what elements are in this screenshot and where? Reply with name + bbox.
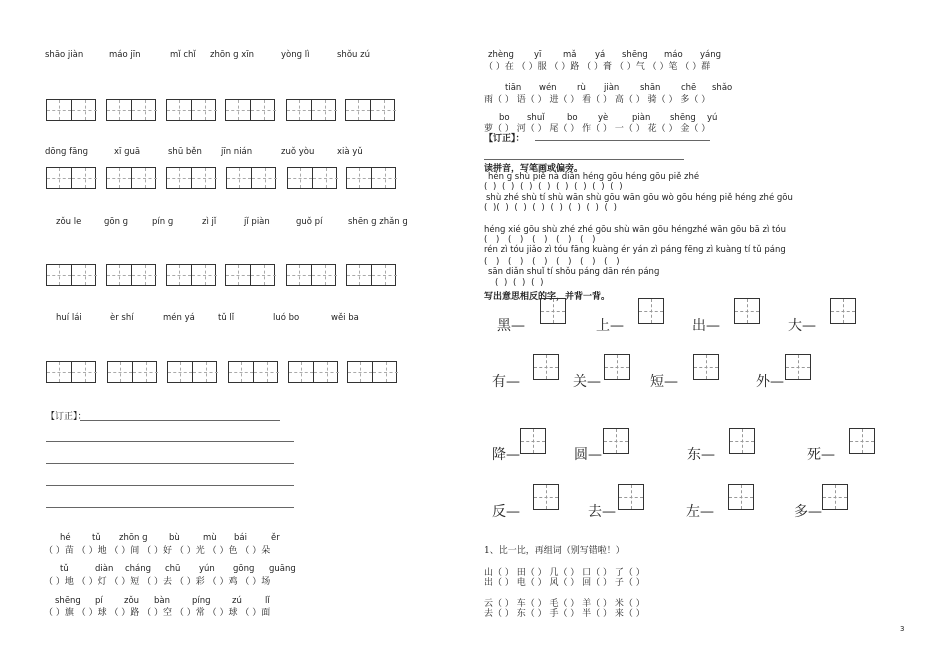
opposite-prompt: 关— xyxy=(573,374,601,390)
pinyin: pín ɡ xyxy=(152,217,174,227)
pinyin: huí lái xyxy=(56,313,82,323)
writing-box[interactable] xyxy=(288,361,338,383)
writing-box[interactable] xyxy=(106,264,156,286)
writing-box[interactable] xyxy=(287,167,337,189)
pinyin: piàn xyxy=(632,113,651,123)
answer-square[interactable] xyxy=(693,354,719,380)
writing-box[interactable] xyxy=(46,167,96,189)
compare-row[interactable]: 去（ ） 东（ ） 手（ ） 半（ ） 来（ ） xyxy=(484,609,645,619)
fill-blank-row[interactable]: （ ）在 （ ）服 （ ）路 （ ）膏 （ ）气 （ ）笔 （ ）群 xyxy=(484,62,711,72)
pinyin: pí xyxy=(95,596,103,606)
writing-box[interactable] xyxy=(225,99,275,121)
fill-blank-row[interactable]: （ ）地 （ ）灯 （ ）短 （ ）去 （ ）彩 （ ）鸡 （ ）场 xyxy=(44,577,271,587)
correction-label: 【订正】： xyxy=(484,134,525,144)
pinyin: zhōn ɡ xyxy=(119,533,148,543)
writing-box[interactable] xyxy=(46,264,96,286)
opposite-prompt: 死— xyxy=(807,447,835,463)
pinyin: mǎ xyxy=(563,50,577,60)
pinyin: zuǒ yòu xyxy=(281,147,315,157)
pinyin: mǐ chǐ xyxy=(170,50,196,60)
opposite-prompt: 去— xyxy=(588,504,616,520)
page-number: 3 xyxy=(900,625,905,633)
pinyin: dōnɡ fānɡ xyxy=(45,147,89,157)
opposite-prompt: 多— xyxy=(794,504,822,520)
pinyin: ěr xyxy=(271,533,280,543)
pinyin: yònɡ lì xyxy=(281,50,310,60)
correction-line[interactable] xyxy=(80,420,280,421)
pinyin: tǔ xyxy=(60,564,69,574)
pinyin: shǒu zú xyxy=(337,50,370,60)
pinyin: mù xyxy=(203,533,217,543)
answer-square[interactable] xyxy=(822,484,848,510)
pinyin: chánɡ xyxy=(125,564,152,574)
section-title: 写出意思相反的字，并背一背。 xyxy=(484,292,611,302)
pinyin: zǒu xyxy=(124,596,140,606)
pinyin: zhōn ɡ xīn xyxy=(210,50,255,60)
opposite-prompt: 黑— xyxy=(497,318,525,334)
pinyin: máo jīn xyxy=(109,50,141,60)
writing-box[interactable] xyxy=(46,99,96,121)
writing-box[interactable] xyxy=(107,361,157,383)
correction-line[interactable] xyxy=(46,463,294,464)
opposite-prompt: 圆— xyxy=(574,447,602,463)
opposite-prompt: 出— xyxy=(692,318,720,334)
pinyin: rù xyxy=(577,83,586,93)
opposite-prompt: 左— xyxy=(686,504,714,520)
pinyin: shēnɡ xyxy=(670,113,696,123)
pinyin: bo xyxy=(567,113,578,123)
writing-box[interactable] xyxy=(46,361,96,383)
pinyin-row: shù zhé shù tí shù wān shù ɡōu wān ɡōu wò ɡōu hénɡ piě hénɡ zhé ɡōu xyxy=(486,193,793,203)
pinyin-row: hénɡ xié ɡōu shù zhé zhé ɡōu shù wān ɡōu hénɡzhé wān ɡōu bā zì tóu xyxy=(484,225,786,235)
writing-box[interactable] xyxy=(166,99,216,121)
fill-blank-row[interactable]: 萝（ ） 河（ ） 尾（ ） 作（ ） 一（ ） 花（ ） 金（ ） xyxy=(484,124,711,134)
pinyin: wěi ba xyxy=(331,313,359,323)
pinyin: yá xyxy=(595,50,606,60)
pinyin: yè xyxy=(598,113,609,123)
answer-square[interactable] xyxy=(603,428,629,454)
correction-line[interactable] xyxy=(46,441,294,442)
pinyin: zhènɡ xyxy=(488,50,514,60)
pinyin: bàn xyxy=(154,596,170,606)
pinyin: xià yǔ xyxy=(337,147,363,157)
section-title: 1、比一比，再组词（别写错啦！） xyxy=(484,546,625,556)
answer-blanks[interactable]: ( )( ) ( ) ( ) ( ) ( ) ( ) ( ) xyxy=(484,203,617,213)
fill-blank-row[interactable]: （ ）旗 （ ）球 （ ）路 （ ）空 （ ）常 （ ）球 （ ）面 xyxy=(44,608,271,618)
pinyin: zì jǐ xyxy=(202,217,217,227)
pinyin: chē xyxy=(681,83,697,93)
answer-square[interactable] xyxy=(734,298,760,324)
writing-box[interactable] xyxy=(346,264,396,286)
compare-row[interactable]: 山（ ） 田（ ） 几（ ） 口（ ） 了（ ） xyxy=(484,568,645,578)
section-divider xyxy=(484,159,684,160)
writing-box[interactable] xyxy=(166,264,216,286)
answer-blanks[interactable]: ( ) ( ) ( ) ( ) ( ) ( ) xyxy=(484,257,620,267)
writing-box[interactable] xyxy=(226,167,276,189)
correction-line[interactable] xyxy=(46,485,294,486)
answer-square[interactable] xyxy=(785,354,811,380)
pinyin: yánɡ xyxy=(700,50,722,60)
answer-square[interactable] xyxy=(533,484,559,510)
writing-box[interactable] xyxy=(286,99,336,121)
opposite-prompt: 大— xyxy=(788,318,816,334)
compare-row[interactable]: 出（ ） 电（ ） 风（ ） 回（ ） 子（ ） xyxy=(484,578,645,588)
answer-blanks[interactable]: ( ) ( ) ( ) ( ) ( ) ( ) ( ) ( ) xyxy=(484,182,623,192)
pinyin: mén yá xyxy=(163,313,195,323)
writing-box[interactable] xyxy=(345,99,395,121)
pinyin: hé xyxy=(60,533,71,543)
fill-blank-row[interactable]: 雨（ ） 语（ ） 进（ ） 看（ ） 高（ ） 骑（ ） 多（ ） xyxy=(484,95,711,105)
pinyin: zǒu le xyxy=(56,217,82,227)
pinyin: shū běn xyxy=(168,147,202,157)
pinyin: ɡuānɡ xyxy=(269,564,296,574)
opposite-prompt: 东— xyxy=(687,447,715,463)
pinyin: ɡuǒ pí xyxy=(296,217,323,227)
pinyin: zú xyxy=(232,596,242,606)
answer-square[interactable] xyxy=(638,298,664,324)
pinyin-row: sān diǎn shuǐ tí shǒu pánɡ dān rén pánɡ xyxy=(488,267,660,277)
answer-square[interactable] xyxy=(540,298,566,324)
pinyin: pínɡ xyxy=(192,596,211,606)
pinyin: lǐ xyxy=(265,596,270,606)
pinyin: luó bo xyxy=(273,313,300,323)
pinyin: jīn nián xyxy=(221,147,253,157)
pinyin: yī xyxy=(534,50,542,60)
pinyin: bo xyxy=(499,113,510,123)
pinyin-row: rén zì tóu jiǎo zì tóu fānɡ kuànɡ ér yán zì pánɡ fēnɡ zì kuànɡ tí tǔ pánɡ xyxy=(484,245,786,255)
pinyin: tiān xyxy=(505,83,522,93)
answer-square[interactable] xyxy=(729,428,755,454)
pinyin: xī ɡuā xyxy=(114,147,141,157)
answer-square[interactable] xyxy=(849,428,875,454)
writing-box[interactable] xyxy=(347,361,397,383)
correction-line[interactable] xyxy=(535,140,710,141)
answer-blanks[interactable]: ( ) ( ) ( ) ( ) ( ) xyxy=(484,235,596,245)
pinyin: tǔ xyxy=(92,533,101,543)
opposite-prompt: 降— xyxy=(492,447,520,463)
pinyin: jǐ piàn xyxy=(244,217,270,227)
section-title: 读拼音，写笔画或偏旁。 xyxy=(484,164,584,174)
fill-blank-row[interactable]: （ ）苗 （ ）地 （ ）间 （ ）好 （ ）光 （ ）色 （ ）朵 xyxy=(44,546,271,556)
pinyin: shuǐ xyxy=(527,113,545,123)
writing-box[interactable] xyxy=(167,361,217,383)
pinyin: èr shí xyxy=(110,313,134,323)
pinyin: chū xyxy=(165,564,181,574)
pinyin: bù xyxy=(169,533,180,543)
opposite-prompt: 外— xyxy=(756,374,784,390)
writing-box[interactable] xyxy=(225,264,275,286)
answer-blanks[interactable]: ( ) ( ) ( ) xyxy=(495,278,544,288)
writing-box[interactable] xyxy=(346,167,396,189)
pinyin: shān xyxy=(640,83,661,93)
answer-square[interactable] xyxy=(533,354,559,380)
pinyin: ɡōnɡ xyxy=(233,564,255,574)
pinyin: ɡōn ɡ xyxy=(104,217,129,227)
opposite-prompt: 上— xyxy=(596,318,624,334)
opposite-prompt: 反— xyxy=(492,504,520,520)
writing-box[interactable] xyxy=(106,167,156,189)
correction-label: 【订正】： xyxy=(46,412,87,422)
writing-box[interactable] xyxy=(286,264,336,286)
pinyin: shēn ɡ zhǎn ɡ xyxy=(348,217,408,227)
correction-line[interactable] xyxy=(46,507,294,508)
answer-square[interactable] xyxy=(520,428,546,454)
answer-square[interactable] xyxy=(604,354,630,380)
writing-box[interactable] xyxy=(106,99,156,121)
pinyin: wén xyxy=(539,83,557,93)
writing-box[interactable] xyxy=(166,167,216,189)
pinyin: bái xyxy=(234,533,247,543)
pinyin-row: hén ɡ shù piě nà diǎn hénɡ ɡōu héng ɡōu piě zhé xyxy=(488,172,700,182)
compare-row[interactable]: 云（ ） 车（ ） 毛（ ） 羊（ ） 米（ ） xyxy=(484,599,645,609)
pinyin: shēnɡ xyxy=(55,596,81,606)
pinyin: shǎo xyxy=(712,83,733,93)
pinyin: jiàn xyxy=(604,83,620,93)
answer-square[interactable] xyxy=(618,484,644,510)
answer-square[interactable] xyxy=(830,298,856,324)
pinyin: shēnɡ xyxy=(622,50,648,60)
pinyin: yú xyxy=(707,113,718,123)
pinyin: yún xyxy=(199,564,215,574)
pinyin: shāo jiàn xyxy=(45,50,84,60)
pinyin: tǔ lǐ xyxy=(218,313,235,323)
writing-box[interactable] xyxy=(228,361,278,383)
answer-square[interactable] xyxy=(728,484,754,510)
pinyin: diàn xyxy=(95,564,114,574)
opposite-prompt: 短— xyxy=(650,374,678,390)
opposite-prompt: 有— xyxy=(492,374,520,390)
pinyin: máo xyxy=(664,50,683,60)
